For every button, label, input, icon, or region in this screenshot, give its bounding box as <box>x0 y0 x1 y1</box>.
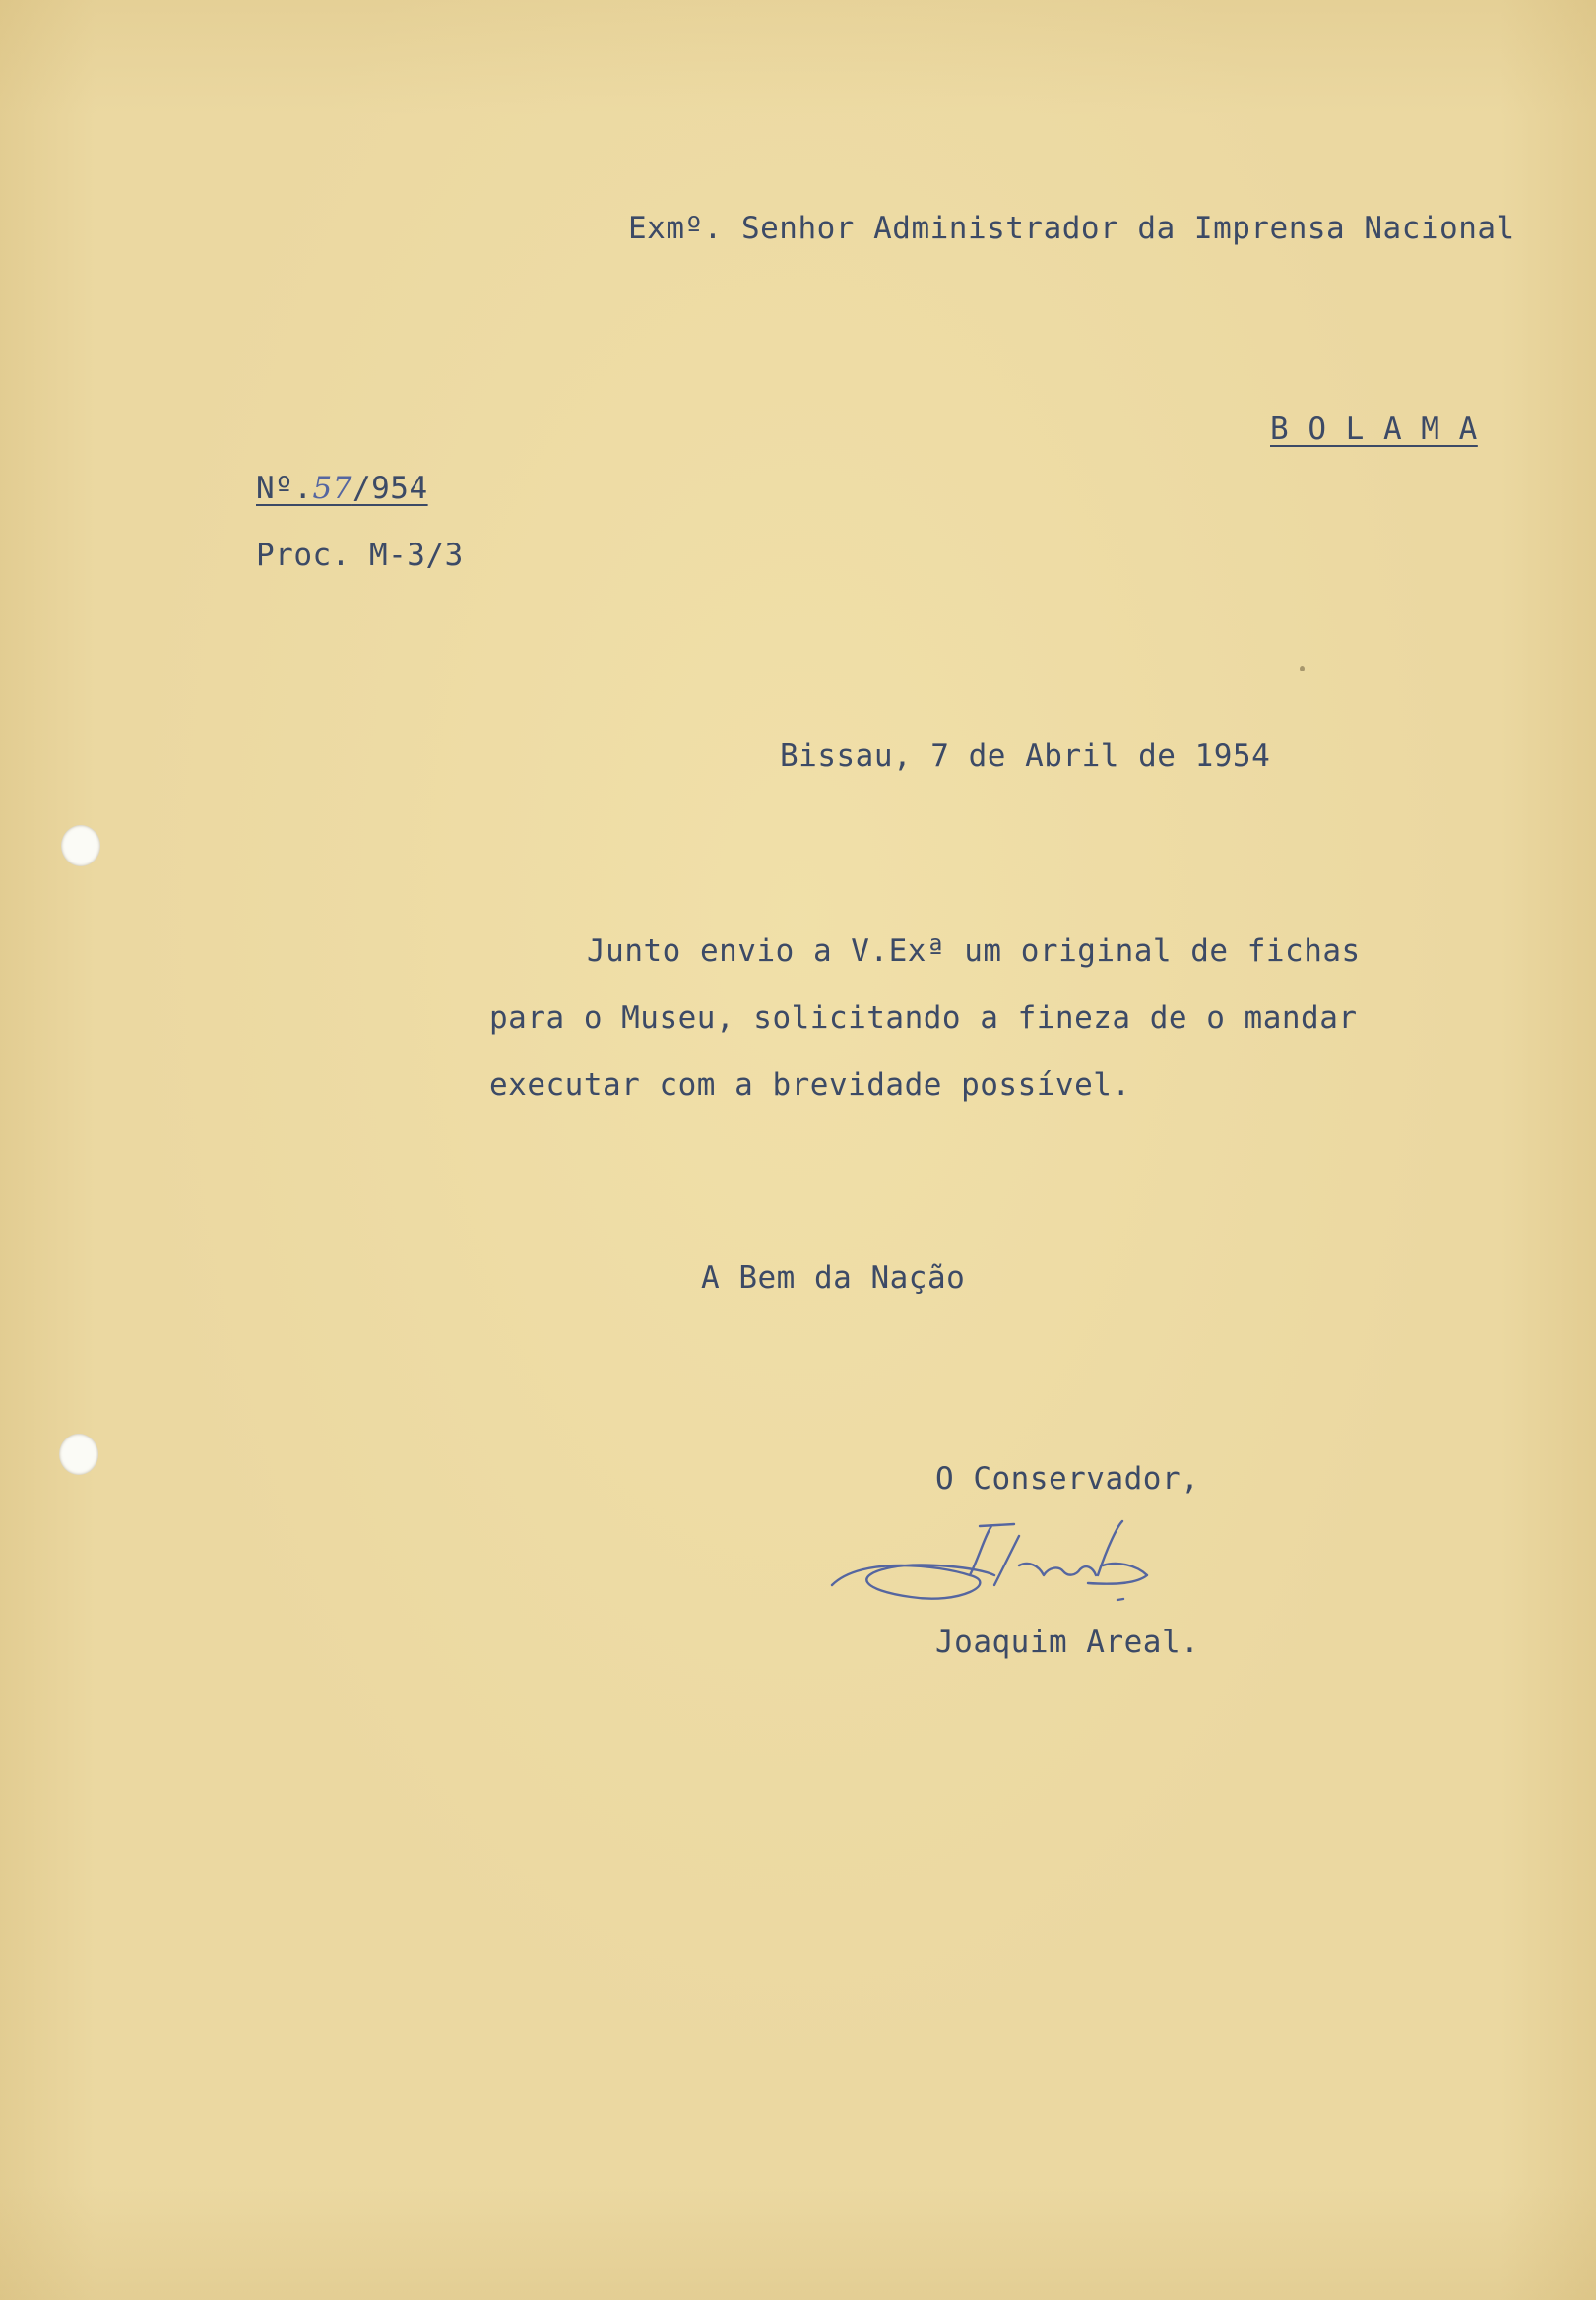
handwritten-signature <box>822 1506 1186 1625</box>
reference-number <box>256 471 428 506</box>
addressee-line: Exmº. Senhor Administrador da Imprensa Nacional <box>628 211 1515 246</box>
destination-place: B O L A M A <box>1270 412 1478 447</box>
body-line-1: Junto envio a V.Exª um original de fichas <box>587 933 1361 969</box>
punch-hole-bottom <box>59 1434 98 1475</box>
paper-speck <box>1300 666 1305 671</box>
dateline: Bissau, 7 de Abril de 1954 <box>780 738 1271 774</box>
reference-number-handwritten: 57 <box>312 471 352 506</box>
process-reference: Proc. M-3/3 <box>256 538 464 573</box>
body-line-2: para o Museu, solicitando a fineza de o mandar <box>489 1000 1358 1036</box>
reference-number-suffix: /954 <box>351 471 428 506</box>
signatory-name: Joaquim Areal. <box>935 1625 1200 1660</box>
body-line-3: executar com a brevidade possível. <box>489 1067 1131 1103</box>
signatory-title: O Conservador, <box>935 1461 1200 1497</box>
punch-hole-top <box>61 825 100 866</box>
reference-number-prefix: Nº. <box>256 471 313 506</box>
closing-salutation: A Bem da Nação <box>701 1260 966 1296</box>
